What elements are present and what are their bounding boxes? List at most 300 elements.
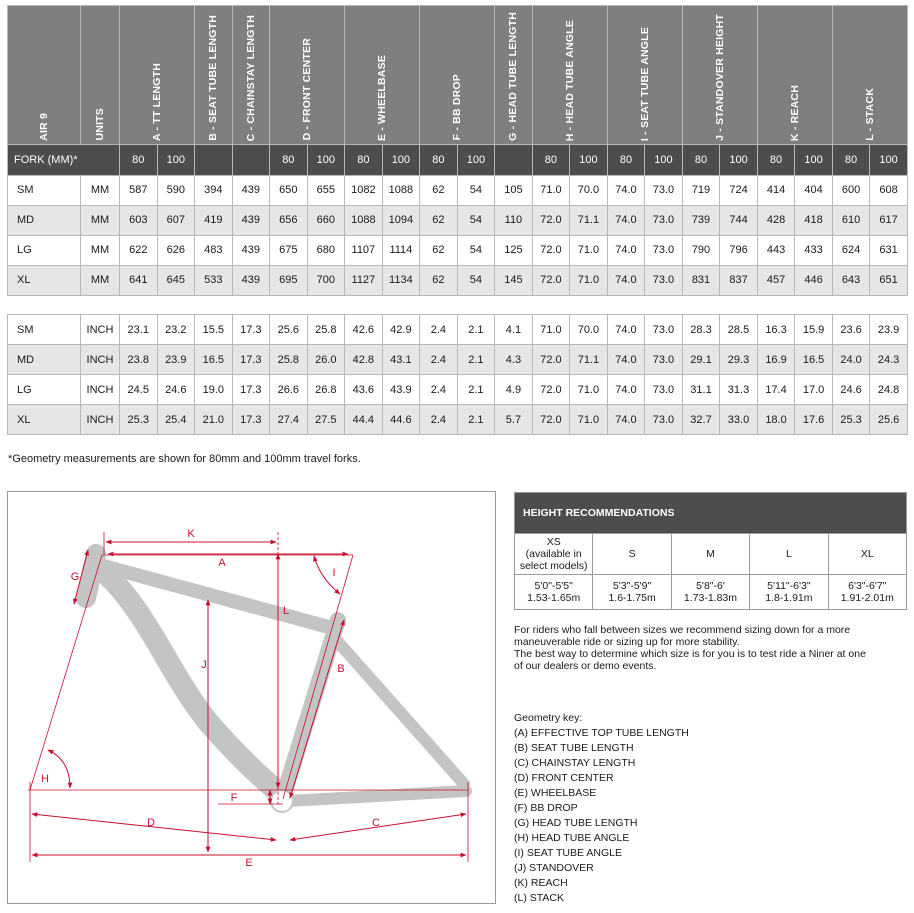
geometry-value-cell: 17.6 — [795, 405, 833, 435]
geometry-value-cell: 655 — [307, 175, 345, 205]
geometry-value-cell: 2.4 — [420, 345, 458, 375]
geometry-value-cell: 72.0 — [532, 265, 570, 295]
geometry-value-cell: 446 — [795, 265, 833, 295]
geometry-value-cell: 26.8 — [307, 375, 345, 405]
column-header: B - SEAT TUBE LENGTH — [195, 6, 233, 145]
geometry-value-cell: 74.0 — [607, 405, 645, 435]
geometry-value-cell: 631 — [870, 235, 908, 265]
geometry-value-cell: 21.0 — [195, 405, 233, 435]
geometry-value-cell: 24.6 — [832, 375, 870, 405]
geometry-value-cell: 54 — [457, 235, 495, 265]
fork-travel-value: 100 — [307, 144, 345, 175]
geometry-value-cell: 23.1 — [120, 315, 158, 345]
geometry-value-cell: 72.0 — [532, 345, 570, 375]
geometry-value-cell: 439 — [232, 265, 270, 295]
geometry-key-item: (G) HEAD TUBE LENGTH — [514, 817, 638, 829]
chain-stay — [288, 791, 466, 801]
geometry-value-cell: 17.3 — [232, 405, 270, 435]
geometry-value-cell: 73.0 — [645, 205, 683, 235]
geometry-value-cell: 641 — [120, 265, 158, 295]
geometry-value-cell: 439 — [232, 175, 270, 205]
size-cell: MD — [8, 205, 81, 235]
geometry-value-cell: 74.0 — [607, 235, 645, 265]
geometry-value-cell: 71.0 — [532, 175, 570, 205]
geometry-value-cell: 622 — [120, 235, 158, 265]
seat-stay — [338, 642, 464, 784]
geometry-value-cell: 71.0 — [570, 235, 608, 265]
geometry-value-cell: 617 — [870, 205, 908, 235]
height-size-label — [828, 534, 906, 575]
geometry-value-cell: 5.7 — [495, 405, 533, 435]
geometry-key-item: (B) SEAT TUBE LENGTH — [514, 742, 634, 754]
geometry-value-cell: 73.0 — [645, 345, 683, 375]
height-size-label — [671, 534, 749, 575]
fork-travel-value: 80 — [345, 144, 383, 175]
geometry-value-cell: 626 — [157, 235, 195, 265]
height-range-metric: 1.6-1.75m — [608, 592, 656, 604]
geometry-value-cell: 404 — [795, 175, 833, 205]
geometry-value-cell: 27.4 — [270, 405, 308, 435]
table-row — [8, 205, 908, 235]
geometry-value-cell: 71.0 — [570, 405, 608, 435]
fork-travel-row — [8, 144, 908, 175]
label-h: H — [41, 773, 49, 785]
geometry-value-cell: 433 — [795, 235, 833, 265]
geometry-value-cell: 72.0 — [532, 205, 570, 235]
geometry-value-cell: 2.4 — [420, 405, 458, 435]
geometry-footnote: *Geometry measurements are shown for 80mm and 100mm travel forks. — [8, 453, 361, 465]
geometry-value-cell: 25.6 — [270, 315, 308, 345]
height-size-label — [593, 534, 671, 575]
label-l: L — [282, 605, 290, 617]
geometry-key-item: (K) REACH — [514, 877, 568, 889]
height-size-label-line: L — [785, 548, 792, 560]
geometry-value-cell: 74.0 — [607, 345, 645, 375]
geometry-value-cell: 700 — [307, 265, 345, 295]
geometry-value-cell: 23.9 — [870, 315, 908, 345]
label-e: E — [245, 857, 253, 869]
geometry-value-cell: 650 — [270, 175, 308, 205]
size-cell: MD — [8, 345, 81, 375]
geometry-value-cell: 1082 — [345, 175, 383, 205]
geometry-value-cell: 680 — [307, 235, 345, 265]
bottom-bracket — [271, 790, 293, 812]
geometry-value-cell: 2.1 — [457, 405, 495, 435]
height-range-metric: 1.8-1.91m — [765, 592, 813, 604]
geometry-value-cell: 1094 — [382, 205, 420, 235]
geometry-value-cell: 74.0 — [607, 315, 645, 345]
size-cell: XL — [8, 405, 81, 435]
geometry-value-cell: 724 — [720, 175, 758, 205]
geometry-value-cell: 74.0 — [607, 205, 645, 235]
geometry-value-cell: 1114 — [382, 235, 420, 265]
geometry-value-cell: 110 — [495, 205, 533, 235]
height-range-row — [515, 575, 907, 610]
geometry-value-cell: 71.0 — [570, 375, 608, 405]
geometry-value-cell: 71.1 — [570, 345, 608, 375]
geometry-value-cell: 483 — [195, 235, 233, 265]
fork-travel-value: 100 — [570, 144, 608, 175]
fork-travel-value: 80 — [532, 144, 570, 175]
geometry-table-inch — [7, 314, 908, 435]
geometry-value-cell: 25.8 — [307, 315, 345, 345]
geometry-value-cell: 651 — [870, 265, 908, 295]
height-range-cell — [515, 575, 593, 610]
geometry-value-cell: 744 — [720, 205, 758, 235]
geometry-value-cell: 831 — [682, 265, 720, 295]
geometry-key-item: (L) STACK — [514, 892, 564, 904]
fork-travel-value: 80 — [607, 144, 645, 175]
geometry-value-cell: 17.4 — [757, 375, 795, 405]
geometry-value-cell: 25.8 — [270, 345, 308, 375]
geometry-value-cell: 610 — [832, 205, 870, 235]
geometry-value-cell: 27.5 — [307, 405, 345, 435]
height-range-cell — [750, 575, 828, 610]
units-cell: INCH — [81, 315, 120, 345]
geometry-value-cell: 62 — [420, 205, 458, 235]
geometry-value-cell: 4.1 — [495, 315, 533, 345]
column-header: K - REACH — [757, 6, 832, 145]
column-header: J - STANDOVER HEIGHT — [682, 6, 757, 145]
geometry-value-cell: 25.3 — [832, 405, 870, 435]
advice-line: of our dealers or demo events. — [514, 660, 657, 672]
geometry-value-cell: 15.9 — [795, 315, 833, 345]
geometry-value-cell: 1107 — [345, 235, 383, 265]
geometry-value-cell: 73.0 — [645, 375, 683, 405]
dim-b-seat-tube — [290, 620, 344, 798]
frame-diagram-svg — [8, 492, 495, 903]
height-size-label — [750, 534, 828, 575]
table-row — [8, 175, 908, 205]
table-row — [8, 265, 908, 295]
geometry-value-cell: 4.3 — [495, 345, 533, 375]
geometry-value-cell: 145 — [495, 265, 533, 295]
geometry-value-cell: 587 — [120, 175, 158, 205]
fork-travel-value: 100 — [720, 144, 758, 175]
geometry-value-cell: 1088 — [382, 175, 420, 205]
units-cell: MM — [81, 175, 120, 205]
height-size-label-line: select models) — [519, 560, 588, 572]
geometry-value-cell: 25.3 — [120, 405, 158, 435]
height-range-cell — [671, 575, 749, 610]
units-cell: MM — [81, 235, 120, 265]
geometry-value-cell: 72.0 — [532, 375, 570, 405]
geometry-value-cell: 42.9 — [382, 315, 420, 345]
fork-travel-value: 100 — [645, 144, 683, 175]
geometry-value-cell: 29.1 — [682, 345, 720, 375]
geometry-value-cell: 32.7 — [682, 405, 720, 435]
geometry-value-cell: 73.0 — [645, 405, 683, 435]
geometry-value-cell: 24.5 — [120, 375, 158, 405]
geometry-value-cell: 1088 — [345, 205, 383, 235]
column-header: A - TT LENGTH — [120, 6, 195, 145]
table-row — [8, 315, 908, 345]
size-cell: SM — [8, 315, 81, 345]
units-cell: INCH — [81, 375, 120, 405]
geometry-value-cell: 74.0 — [607, 265, 645, 295]
size-cell: LG — [8, 235, 81, 265]
geometry-value-cell: 607 — [157, 205, 195, 235]
geometry-value-cell: 17.3 — [232, 315, 270, 345]
geometry-value-cell: 43.9 — [382, 375, 420, 405]
geometry-value-cell: 125 — [495, 235, 533, 265]
geometry-value-cell: 603 — [120, 205, 158, 235]
geometry-value-cell: 73.0 — [645, 315, 683, 345]
units-cell: INCH — [81, 405, 120, 435]
fork-travel-value: 100 — [457, 144, 495, 175]
geometry-value-cell: 62 — [420, 175, 458, 205]
geometry-value-cell: 31.3 — [720, 375, 758, 405]
column-header: G - HEAD TUBE LENGTH — [495, 6, 533, 145]
geometry-value-cell: 418 — [795, 205, 833, 235]
height-size-label-line: M — [706, 548, 715, 560]
table-row — [8, 375, 908, 405]
geometry-value-cell: 74.0 — [607, 375, 645, 405]
geometry-value-cell: 43.6 — [345, 375, 383, 405]
geometry-value-cell: 419 — [195, 205, 233, 235]
bike-frame — [86, 554, 466, 801]
geometry-value-cell: 28.3 — [682, 315, 720, 345]
geometry-value-cell: 70.0 — [570, 175, 608, 205]
geometry-value-cell: 26.6 — [270, 375, 308, 405]
label-f: F — [230, 792, 238, 804]
geometry-value-cell: 18.0 — [757, 405, 795, 435]
geometry-value-cell: 33.0 — [720, 405, 758, 435]
column-header: C - CHAINSTAY LENGTH — [232, 6, 270, 145]
height-recommendations-table — [514, 492, 907, 610]
geometry-value-cell: 23.9 — [157, 345, 195, 375]
geometry-value-cell: 73.0 — [645, 265, 683, 295]
geometry-value-cell: 675 — [270, 235, 308, 265]
height-size-label-line: XL — [860, 548, 874, 560]
height-size-label-line: XS — [546, 536, 561, 548]
geometry-value-cell: 17.3 — [232, 345, 270, 375]
geometry-value-cell: 428 — [757, 205, 795, 235]
height-range-range: 5'11"-6'3" — [767, 580, 811, 592]
height-size-label-line: S — [628, 548, 636, 560]
geometry-value-cell: 25.6 — [870, 405, 908, 435]
fork-travel-value: 80 — [270, 144, 308, 175]
column-header: H - HEAD TUBE ANGLE — [532, 6, 607, 145]
geometry-value-cell: 16.3 — [757, 315, 795, 345]
fork-travel-value: 80 — [682, 144, 720, 175]
geometry-value-cell: 74.0 — [607, 175, 645, 205]
geometry-value-cell: 739 — [682, 205, 720, 235]
geometry-value-cell: 16.9 — [757, 345, 795, 375]
geometry-value-cell: 23.2 — [157, 315, 195, 345]
geometry-value-cell: 72.0 — [532, 235, 570, 265]
geometry-value-cell: 16.5 — [195, 345, 233, 375]
geometry-value-cell: 42.6 — [345, 315, 383, 345]
geometry-value-cell: 645 — [157, 265, 195, 295]
geometry-value-cell: 719 — [682, 175, 720, 205]
height-range-range: 5'0"-5'5" — [534, 580, 573, 592]
geometry-key-item: (F) BB DROP — [514, 802, 578, 814]
geometry-value-cell: 2.1 — [457, 375, 495, 405]
geometry-table-mm — [7, 5, 908, 296]
geometry-value-cell: 28.5 — [720, 315, 758, 345]
geometry-value-cell: 44.6 — [382, 405, 420, 435]
label-i: I — [332, 567, 336, 579]
geometry-value-cell: 1127 — [345, 265, 383, 295]
height-range-range: 6'3"-6'7" — [848, 580, 887, 592]
geometry-value-cell: 837 — [720, 265, 758, 295]
fork-travel-value — [195, 144, 233, 175]
geometry-value-cell: 26.0 — [307, 345, 345, 375]
geometry-value-cell: 17.0 — [795, 375, 833, 405]
units-cell: MM — [81, 205, 120, 235]
geometry-key-item: (H) HEAD TUBE ANGLE — [514, 832, 630, 844]
geometry-value-cell: 23.6 — [832, 315, 870, 345]
label-a: A — [218, 557, 226, 569]
sizing-advice — [514, 624, 907, 672]
geometry-value-cell: 71.1 — [570, 205, 608, 235]
fork-travel-value: 100 — [795, 144, 833, 175]
geometry-key-item: (I) SEAT TUBE ANGLE — [514, 847, 622, 859]
geometry-value-cell: 643 — [832, 265, 870, 295]
geometry-value-cell: 656 — [270, 205, 308, 235]
geometry-value-cell: 16.5 — [795, 345, 833, 375]
fork-travel-value — [232, 144, 270, 175]
geometry-value-cell: 54 — [457, 175, 495, 205]
advice-line: For riders who fall between sizes we recommend sizing down for a more — [514, 624, 851, 636]
geometry-value-cell: 600 — [832, 175, 870, 205]
height-size-row — [515, 534, 907, 575]
column-header: L - STACK — [832, 6, 907, 145]
geometry-value-cell: 23.8 — [120, 345, 158, 375]
geometry-value-cell: 54 — [457, 265, 495, 295]
geometry-value-cell: 70.0 — [570, 315, 608, 345]
geometry-key-item: (D) FRONT CENTER — [514, 772, 614, 784]
geometry-value-cell: 43.1 — [382, 345, 420, 375]
geometry-value-cell: 72.0 — [532, 405, 570, 435]
geometry-value-cell: 62 — [420, 265, 458, 295]
geometry-value-cell: 73.0 — [645, 235, 683, 265]
geometry-value-cell: 24.0 — [832, 345, 870, 375]
table-row — [8, 345, 908, 375]
column-header: I - SEAT TUBE ANGLE — [607, 6, 682, 145]
fork-travel-value: 100 — [157, 144, 195, 175]
geometry-value-cell: 695 — [270, 265, 308, 295]
column-header: E - WHEELBASE — [345, 6, 420, 145]
geometry-value-cell: 105 — [495, 175, 533, 205]
geometry-value-cell: 4.9 — [495, 375, 533, 405]
table-row — [8, 235, 908, 265]
dim-h-head-tube-angle — [48, 750, 70, 788]
fork-travel-value: 100 — [870, 144, 908, 175]
geometry-key-title: Geometry key: — [514, 712, 583, 724]
label-j: J — [201, 659, 207, 671]
height-size-label-line: (available in — [525, 548, 582, 560]
table-row — [8, 405, 908, 435]
geometry-value-cell: 2.4 — [420, 375, 458, 405]
geometry-value-cell: 660 — [307, 205, 345, 235]
dimension-guides — [28, 532, 468, 862]
fork-travel-value: 80 — [832, 144, 870, 175]
geometry-key-item: (E) WHEELBASE — [514, 787, 597, 799]
geometry-value-cell: 73.0 — [645, 175, 683, 205]
height-size-label — [515, 534, 593, 575]
geometry-value-cell: 608 — [870, 175, 908, 205]
geometry-value-cell: 414 — [757, 175, 795, 205]
units-cell: INCH — [81, 345, 120, 375]
fork-travel-value: 100 — [382, 144, 420, 175]
size-cell: LG — [8, 375, 81, 405]
geometry-value-cell: 25.4 — [157, 405, 195, 435]
fork-travel-value: 80 — [420, 144, 458, 175]
geometry-value-cell: 42.8 — [345, 345, 383, 375]
geometry-header-row — [8, 6, 908, 145]
geometry-value-cell: 54 — [457, 205, 495, 235]
geometry-value-cell: 439 — [232, 205, 270, 235]
geometry-value-cell: 2.4 — [420, 315, 458, 345]
geometry-value-cell: 71.0 — [570, 265, 608, 295]
height-range-range: 5'3"-5'9" — [612, 580, 652, 592]
geometry-value-cell: 394 — [195, 175, 233, 205]
height-range-range: 5'8"-6' — [696, 580, 725, 592]
geometry-key — [514, 711, 689, 906]
geometry-key-item: (A) EFFECTIVE TOP TUBE LENGTH — [514, 727, 689, 739]
geometry-value-cell: 62 — [420, 235, 458, 265]
geometry-value-cell: 71.0 — [532, 315, 570, 345]
height-recommendations-title: HEIGHT RECOMMENDATIONS — [515, 493, 907, 534]
geometry-key-item: (J) STANDOVER — [514, 862, 594, 874]
units-header: UNITS — [81, 6, 120, 145]
geometry-value-cell: 624 — [832, 235, 870, 265]
advice-line: maneuverable ride or sizing up for more stability. — [514, 636, 740, 648]
geometry-value-cell: 439 — [232, 235, 270, 265]
label-g: G — [70, 571, 80, 583]
geometry-value-cell: 2.1 — [457, 345, 495, 375]
fork-travel-value — [495, 144, 533, 175]
label-d: D — [147, 817, 155, 829]
label-k: K — [187, 528, 195, 540]
geometry-value-cell: 24.8 — [870, 375, 908, 405]
geometry-value-cell: 24.3 — [870, 345, 908, 375]
geometry-value-cell: 31.1 — [682, 375, 720, 405]
dim-i-seat-tube-angle — [314, 556, 340, 594]
height-range-metric: 1.91-2.01m — [840, 592, 894, 604]
height-range-metric: 1.53-1.65m — [527, 592, 581, 604]
geometry-value-cell: 790 — [682, 235, 720, 265]
column-header: F - BB DROP — [420, 6, 495, 145]
geometry-value-cell: 19.0 — [195, 375, 233, 405]
geometry-value-cell: 796 — [720, 235, 758, 265]
model-header: AIR 9 — [8, 6, 81, 145]
geometry-value-cell: 2.1 — [457, 315, 495, 345]
geometry-value-cell: 44.4 — [345, 405, 383, 435]
column-header: D - FRONT CENTER — [270, 6, 345, 145]
fork-travel-value: 80 — [120, 144, 158, 175]
units-cell: MM — [81, 265, 120, 295]
geometry-value-cell: 533 — [195, 265, 233, 295]
label-b: B — [337, 663, 345, 675]
geometry-value-cell: 17.3 — [232, 375, 270, 405]
advice-line: The best way to determine which size is for you is to test ride a Niner at one — [514, 648, 866, 660]
geometry-value-cell: 24.6 — [157, 375, 195, 405]
label-c: C — [372, 817, 380, 829]
geometry-value-cell: 457 — [757, 265, 795, 295]
geometry-value-cell: 590 — [157, 175, 195, 205]
geometry-value-cell: 15.5 — [195, 315, 233, 345]
height-range-metric: 1.73-1.83m — [683, 592, 738, 604]
size-cell: SM — [8, 175, 81, 205]
fork-travel-value: 80 — [757, 144, 795, 175]
geometry-key-item: (C) CHAINSTAY LENGTH — [514, 757, 636, 769]
geometry-value-cell: 29.3 — [720, 345, 758, 375]
frame-geometry-diagram — [7, 491, 496, 904]
height-range-cell — [828, 575, 906, 610]
